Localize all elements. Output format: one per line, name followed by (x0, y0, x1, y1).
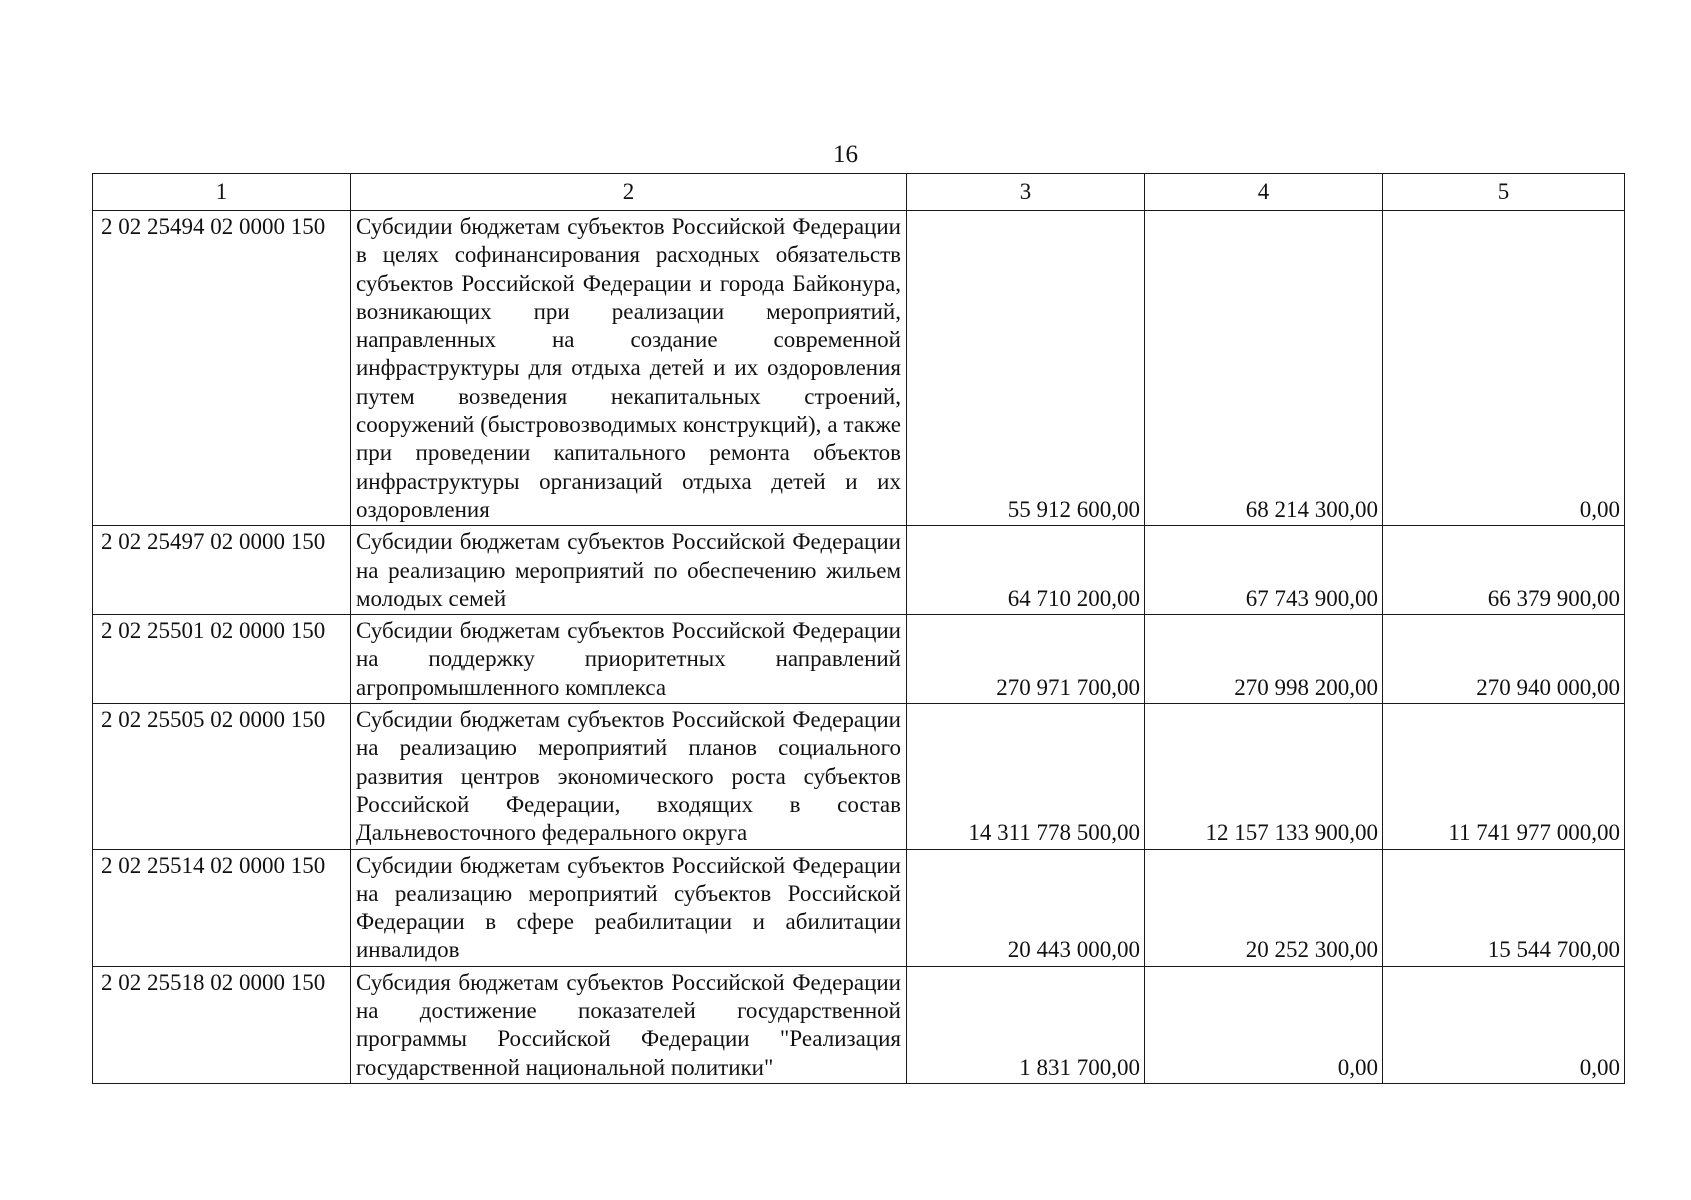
budget-table (92, 173, 1625, 1084)
row-value-col4: 270 998 200,00 (1145, 615, 1383, 704)
row-value-col5: 0,00 (1383, 966, 1625, 1083)
row-value-col3: 64 710 200,00 (907, 526, 1145, 615)
row-description: Субсидии бюджетам субъектов Российской Федерации на реализацию мероприятий по обеспечению жильем молодых семей (351, 526, 907, 615)
table-row (93, 966, 1625, 1083)
row-value-col3: 14 311 778 500,00 (907, 704, 1145, 849)
column-header-3: 3 (907, 174, 1145, 211)
row-code: 2 02 25501 02 0000 150 (93, 615, 351, 704)
row-value-col3: 20 443 000,00 (907, 849, 1145, 966)
table-header-row (93, 174, 1625, 211)
table-row (93, 849, 1625, 966)
column-header-1: 1 (93, 174, 351, 211)
row-description: Субсидии бюджетам субъектов Российской Федерации на поддержку приоритетных направлений агропромышленного комплекса (351, 615, 907, 704)
row-description: Субсидии бюджетам субъектов Российской Федерации на реализацию мероприятий планов социального развития центров экономического роста субъектов Российской Федерации, входящих в состав Дальневосточного федерального округа (351, 704, 907, 849)
table-row (93, 211, 1625, 526)
column-header-4: 4 (1145, 174, 1383, 211)
row-value-col4: 68 214 300,00 (1145, 211, 1383, 526)
row-code: 2 02 25505 02 0000 150 (93, 704, 351, 849)
row-value-col3: 55 912 600,00 (907, 211, 1145, 526)
row-value-col5: 11 741 977 000,00 (1383, 704, 1625, 849)
row-value-col4: 12 157 133 900,00 (1145, 704, 1383, 849)
row-value-col5: 270 940 000,00 (1383, 615, 1625, 704)
row-value-col4: 0,00 (1145, 966, 1383, 1083)
row-code: 2 02 25497 02 0000 150 (93, 526, 351, 615)
column-header-5: 5 (1383, 174, 1625, 211)
column-header-2: 2 (351, 174, 907, 211)
row-description: Субсидии бюджетам субъектов Российской Федерации в целях софинансирования расходных обязательств субъектов Российской Федерации и города Байконура, возникающих при реализации мероприятий, направленных на создание современной инфраструктуры для отдыха детей и их оздоровления путем возведения некапитальных строений, сооружений (быстровозводимых конструкций), а также при проведении капитального ремонта объектов инфраструктуры организаций отдыха детей и их оздоровления (351, 211, 907, 526)
row-code: 2 02 25494 02 0000 150 (93, 211, 351, 526)
row-value-col3: 1 831 700,00 (907, 966, 1145, 1083)
row-value-col5: 66 379 900,00 (1383, 526, 1625, 615)
row-value-col5: 15 544 700,00 (1383, 849, 1625, 966)
row-value-col3: 270 971 700,00 (907, 615, 1145, 704)
row-description: Субсидии бюджетам субъектов Российской Федерации на реализацию мероприятий субъектов Российской Федерации в сфере реабилитации и абилитации инвалидов (351, 849, 907, 966)
row-description: Субсидия бюджетам субъектов Российской Федерации на достижение показателей государственной программы Российской Федерации "Реализация государственной национальной политики" (351, 966, 907, 1083)
row-value-col5: 0,00 (1383, 211, 1625, 526)
page-number: 16 (833, 141, 858, 168)
row-code: 2 02 25518 02 0000 150 (93, 966, 351, 1083)
row-value-col4: 20 252 300,00 (1145, 849, 1383, 966)
table-row (93, 704, 1625, 849)
table-row (93, 526, 1625, 615)
row-code: 2 02 25514 02 0000 150 (93, 849, 351, 966)
row-value-col4: 67 743 900,00 (1145, 526, 1383, 615)
table-row (93, 615, 1625, 704)
